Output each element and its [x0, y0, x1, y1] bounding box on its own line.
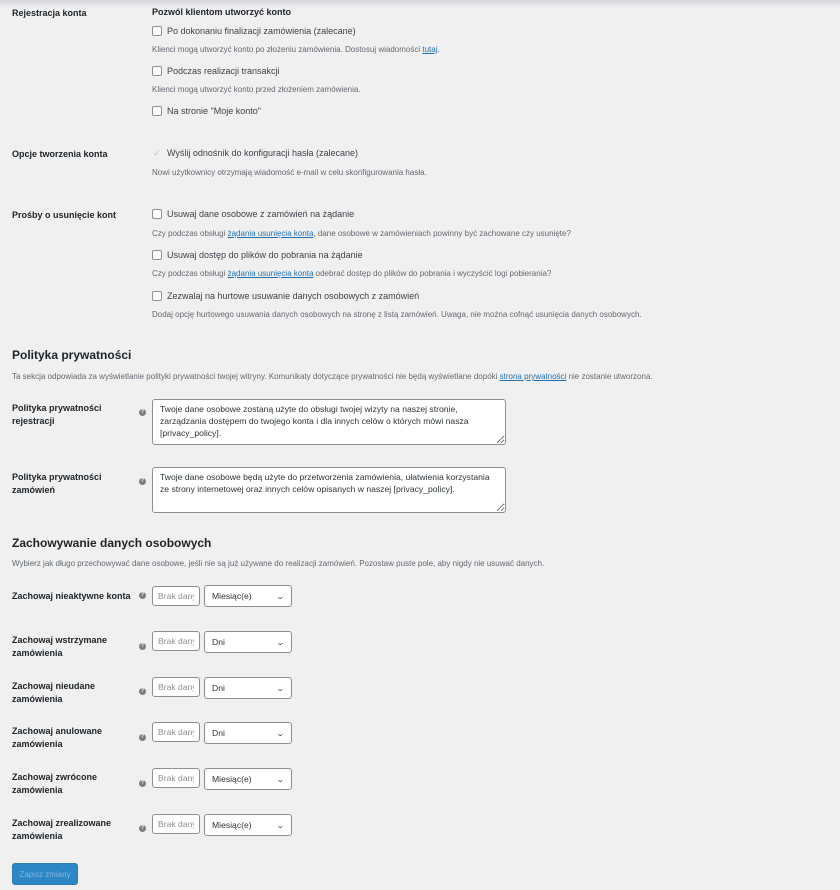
checkbox-row-remove-order-data[interactable]: [152, 209, 354, 219]
intro-text: Ta sekcja odpowiada za wyświetlanie polityki prywatności twojej witryny. Komunikaty dotyczące prywatności nie będą wyświetlane dopóki: [12, 372, 500, 381]
checkbox-remove-order-data[interactable]: [152, 209, 162, 219]
retention-label-failed: [12, 680, 95, 706]
erasure-requests-label: Prośby o usunięcie kont: [12, 210, 117, 220]
label-line: zamówienia: [12, 648, 63, 658]
retention-label-completed: [12, 817, 111, 843]
label-line: zamówienia: [12, 694, 63, 704]
checkbox-during-checkout[interactable]: [152, 66, 162, 76]
select-value: Miesiąc(e): [212, 820, 252, 830]
label-line: Polityka prywatności: [12, 472, 102, 482]
select-value: Miesiąc(e): [212, 774, 252, 784]
inactive-accounts-unit-select[interactable]: [204, 585, 292, 607]
description-text: .: [437, 45, 440, 54]
intro-text: nie zostanie utworzona.: [566, 372, 653, 381]
help-icon[interactable]: ?: [140, 409, 145, 415]
cancelled-number[interactable]: [152, 722, 200, 742]
completed-number[interactable]: [152, 814, 200, 834]
help-icon[interactable]: ?: [140, 592, 145, 598]
completed-unit-select[interactable]: [204, 814, 292, 836]
label-line: Polityka prywatności: [12, 403, 102, 413]
after-checkout-description: [152, 45, 440, 54]
retention-label-on-hold: [12, 634, 107, 660]
failed-number[interactable]: [152, 677, 200, 697]
top-shadow: [0, 0, 840, 10]
erasure-request-link[interactable]: żądania usunięcia konta: [227, 229, 314, 238]
select-value: Dni: [212, 637, 225, 647]
label-line: Zachowaj zwrócone: [12, 772, 98, 782]
chevron-down-icon: ⌄: [275, 820, 286, 830]
on-hold-unit-select[interactable]: [204, 631, 292, 653]
checkbox-label: Zezwalaj na hurtowe usuwanie danych osobowych z zamówień: [167, 291, 420, 301]
description-text: , dane osobowe w zamówieniach powinny być zachowane czy usunięte?: [313, 229, 571, 238]
help-icon[interactable]: ?: [140, 825, 145, 831]
retention-intro: Wybierz jak długo przechowywać dane osobowe, jeśli nie są już używane do realizacji zamówień. Pozostaw puste pole, aby nigdy nie usuwać danych.: [12, 559, 545, 568]
checkbox-label: Podczas realizacji transakcji: [167, 66, 280, 76]
checkbox-after-checkout[interactable]: [152, 26, 162, 36]
checkout-privacy-textarea[interactable]: [152, 467, 506, 513]
refunded-unit-select[interactable]: [204, 768, 292, 790]
checkbox-row-remove-downloads[interactable]: [152, 250, 363, 260]
help-icon[interactable]: ?: [140, 688, 145, 694]
label-line: zamówienia: [12, 739, 63, 749]
description-text: odebrać dostęp do plików do pobrania i wyczyścić logi pobierania?: [313, 269, 552, 278]
help-icon[interactable]: ?: [140, 643, 145, 649]
help-icon[interactable]: ?: [140, 478, 145, 484]
retention-label-inactive-accounts: Zachowaj nieaktywne konta: [12, 591, 131, 601]
label-line: Zachowaj anulowane: [12, 726, 103, 736]
select-value: Dni: [212, 728, 225, 738]
label-line: zamówień: [12, 485, 56, 495]
chevron-down-icon: ⌄: [275, 637, 286, 647]
help-icon[interactable]: ?: [140, 734, 145, 740]
privacy-policy-intro: [12, 372, 653, 381]
check-icon[interactable]: ✓: [153, 148, 161, 158]
label-line: Zachowaj wstrzymane: [12, 635, 108, 645]
chevron-down-icon: ⌄: [275, 591, 286, 601]
checkbox-label: Na stronie "Moje konto": [167, 106, 261, 116]
description-text: Czy podczas obsługi: [152, 269, 228, 278]
retention-title: Zachowywanie danych osobowych: [12, 536, 212, 550]
cancelled-unit-select[interactable]: [204, 722, 292, 744]
label-line: zamówienia: [12, 785, 63, 795]
chevron-down-icon: ⌄: [275, 683, 286, 693]
during-checkout-description: Klienci mogą utworzyć konto przed złożeniem zamówienia.: [152, 85, 361, 94]
checkbox-my-account[interactable]: [152, 106, 162, 116]
checkbox-label: Usuwaj dostęp do plików do pobrania na żądanie: [167, 250, 363, 260]
label-line: rejestracji: [12, 416, 55, 426]
privacy-page-link[interactable]: strona prywatności: [499, 372, 567, 381]
checkbox-row-send-password-link[interactable]: [152, 148, 358, 158]
account-creation-label: Opcje tworzenia konta: [12, 149, 108, 159]
privacy-policy-title: Polityka prywatności: [12, 348, 132, 362]
checkbox-label: Usuwaj dane osobowe z zamówień na żądanie: [167, 209, 355, 219]
checkbox-row-after-checkout[interactable]: [152, 26, 356, 36]
refunded-number[interactable]: [152, 768, 200, 788]
chevron-down-icon: ⌄: [275, 728, 286, 738]
account-registration-label: Rejestracja konta: [12, 8, 87, 18]
chevron-down-icon: ⌄: [275, 774, 286, 784]
customize-messages-link[interactable]: tutaj: [422, 45, 438, 54]
label-line: Zachowaj zrealizowane: [12, 818, 112, 828]
checkbox-row-bulk-remove[interactable]: [152, 291, 419, 301]
select-value: Dni: [212, 683, 225, 693]
checkbox-row-my-account[interactable]: [152, 106, 261, 116]
checkbox-row-during-checkout[interactable]: [152, 66, 280, 76]
registration-privacy-label: [12, 402, 102, 428]
on-hold-number[interactable]: [152, 631, 200, 651]
label-line: zamówienia: [12, 831, 63, 841]
checkout-privacy-label: [12, 471, 102, 497]
remove-downloads-description: [152, 269, 551, 278]
select-value: Miesiąc(e): [212, 591, 252, 601]
checkbox-label: Wyślij odnośnik do konfiguracji hasła (zalecane): [167, 148, 359, 158]
save-changes-button[interactable]: Zapisz zmiany: [12, 863, 78, 885]
registration-privacy-textarea[interactable]: [152, 399, 506, 445]
retention-label-cancelled: [12, 725, 102, 751]
account-creation-description: Nowi użytkownicy otrzymają wiadomość e-mail w celu skonfigurowania hasła.: [152, 168, 427, 177]
remove-order-data-description: [152, 229, 571, 238]
help-icon[interactable]: ?: [140, 780, 145, 786]
description-text: Czy podczas obsługi: [152, 229, 228, 238]
account-registration-legend: Pozwól klientom utworzyć konto: [152, 7, 292, 17]
checkbox-label: Po dokonaniu finalizacji zamówienia (zalecane): [167, 26, 356, 36]
description-text: Klienci mogą utworzyć konto po złożeniu zamówienia. Dostosuj wiadomości: [152, 45, 423, 54]
inactive-accounts-number[interactable]: [152, 586, 200, 606]
bulk-remove-description: Dodaj opcję hurtowego usuwania danych osobowych na stronę z listą zamówień. Uwaga, nie można cofnąć usunięcia danych osobowych.: [152, 310, 642, 319]
retention-label-refunded: [12, 771, 97, 797]
checkbox-bulk-remove[interactable]: [152, 291, 162, 301]
erasure-request-link[interactable]: żądania usunięcia konta: [227, 269, 314, 278]
label-line: Zachowaj nieudane: [12, 681, 96, 691]
checkbox-remove-downloads[interactable]: [152, 250, 162, 260]
failed-unit-select[interactable]: [204, 677, 292, 699]
